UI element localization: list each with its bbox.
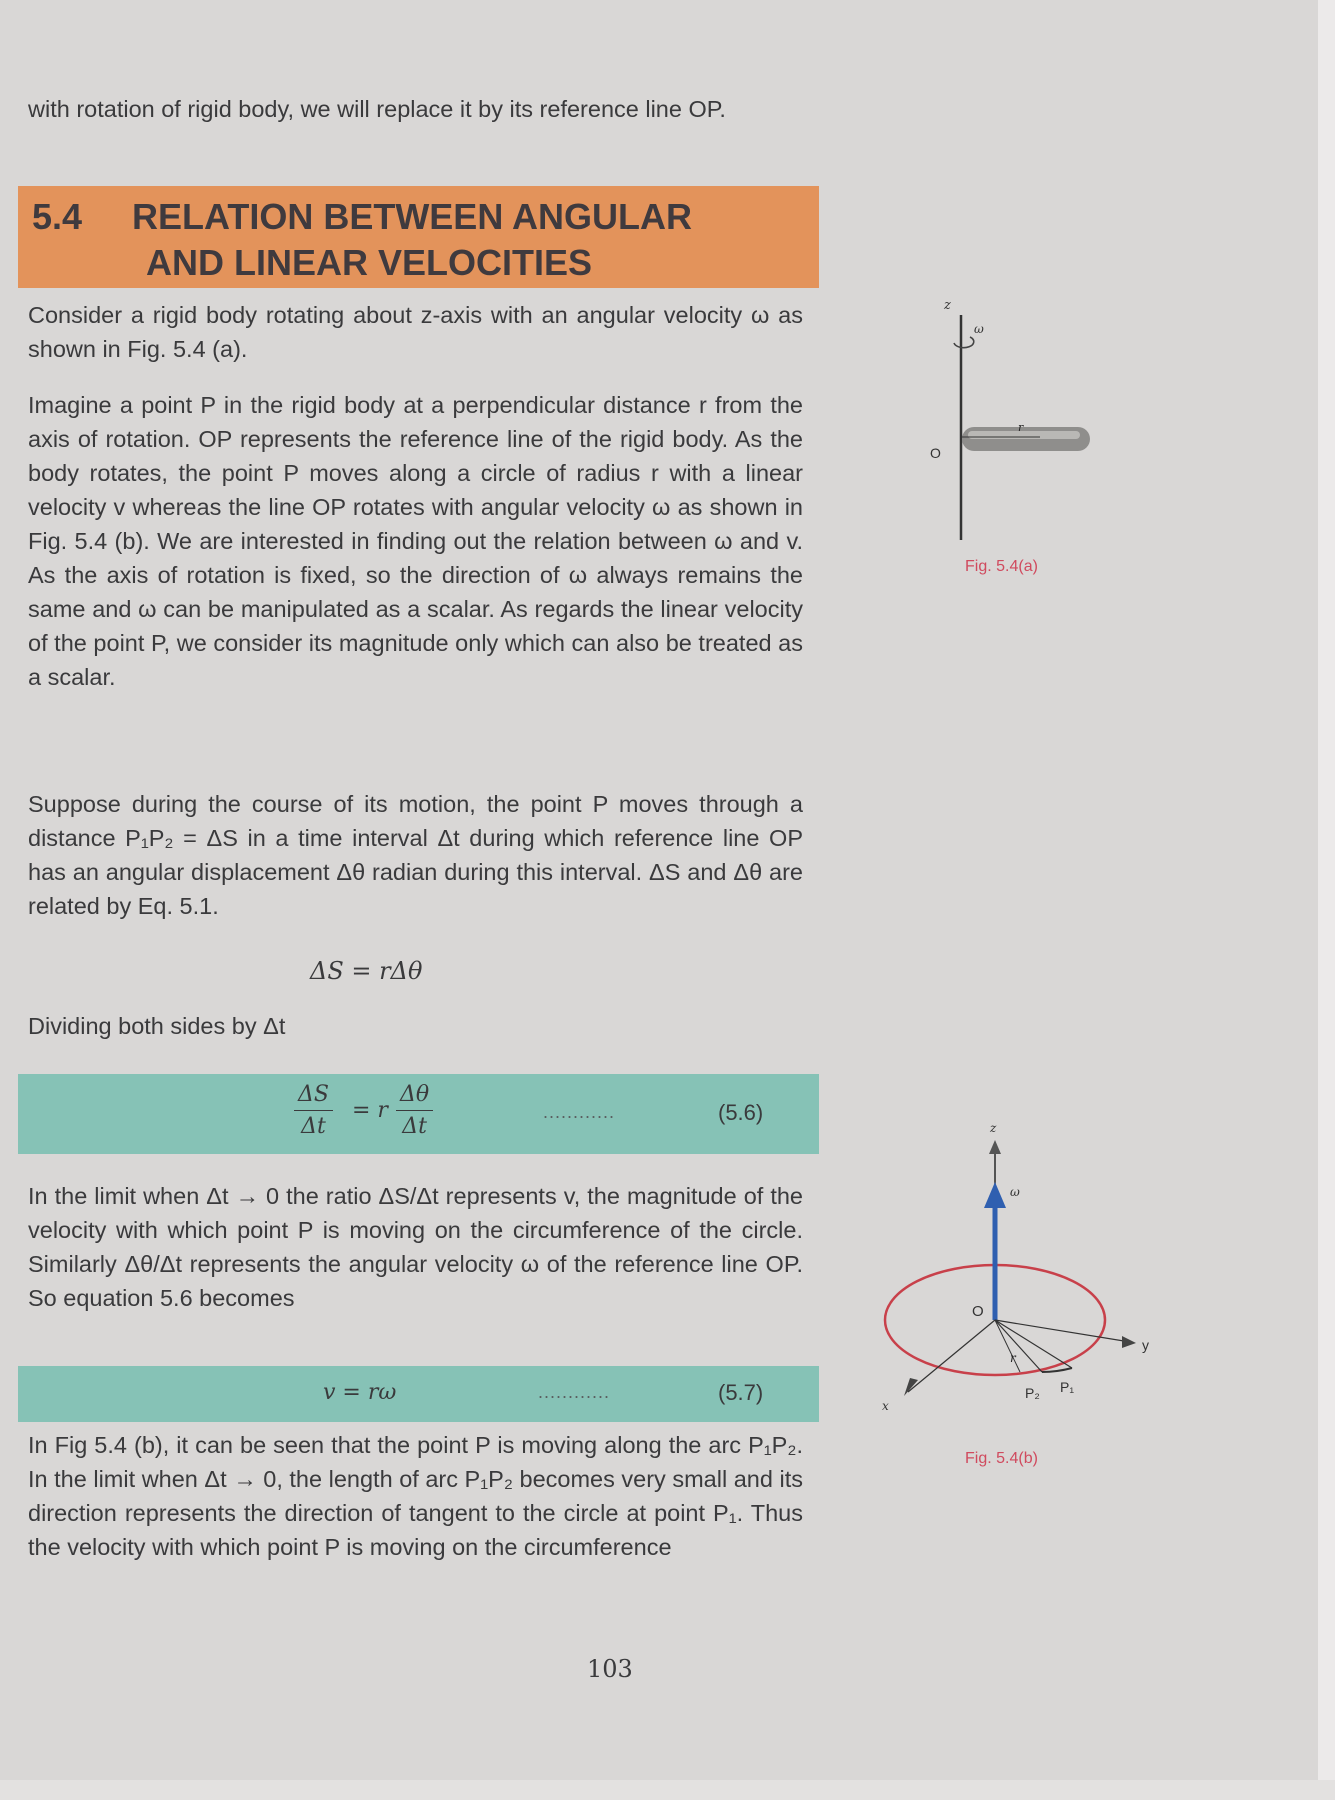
figure-5-4b (860, 1110, 1180, 1430)
paragraph-2-text: Imagine a point P in the rigid body at a perpendicular distance r from the axis of rotation. OP represents the reference line of the rigid body. As the body rotates, the point P moves along a circle of radius r with a linear velocity v whereas the line OP rotates with angular velocity ω as shown in Fig. 5.4 (b). We are interested in finding out the relation between ω and v. As the axis of rotation is fixed, so the direction of ω always remains the same and ω can be manipulated as a scalar. As regards the linear velocity of the point P, we consider its magnitude only which can also be treated as a scalar. (28, 392, 803, 690)
fig-b-z-arrowhead (989, 1140, 1001, 1154)
fig-b-label-r: r (1010, 1351, 1016, 1365)
inline-equation: ΔS = rΔθ (310, 957, 423, 985)
dividing-text: Dividing both sides by Δt (28, 1013, 286, 1039)
paragraph-1-text: Consider a rigid body rotating about z-axis with an angular velocity ω as shown in Fig. 5.4 (a). (28, 302, 803, 362)
equation-5-6-box (18, 1074, 819, 1154)
fig-b-label-z: z (990, 1121, 997, 1135)
fig-b-x-arrowhead (904, 1378, 918, 1396)
fig-a-label-z: z (944, 298, 951, 313)
fig-a-caption: Fig. 5.4(a) (965, 558, 1038, 575)
fig-b-caption: Fig. 5.4(b) (965, 1450, 1038, 1467)
paragraph-1 (28, 298, 803, 366)
eq56-rhs-numerator: Δθ (396, 1082, 433, 1111)
paragraph-2 (28, 388, 803, 694)
equation-5-7-box (18, 1366, 819, 1422)
fig-a-label-o: O (930, 445, 941, 461)
fig-b-x-axis (908, 1320, 995, 1392)
fig-b-label-o: O (972, 1303, 984, 1320)
eq56-lhs-denominator: Δt (301, 1114, 326, 1139)
fig-b-label-x: x (882, 1399, 889, 1413)
eq56-rhs-fraction (396, 1082, 433, 1139)
fig-a-label-r: r (1018, 421, 1024, 434)
fig-a-label-omega: ω (974, 322, 984, 336)
page-number: 103 (587, 1655, 633, 1683)
fig-b-label-p2: P₂ (1025, 1385, 1040, 1401)
eq57-label: (5.7) (718, 1380, 764, 1405)
paragraph-4 (28, 1179, 803, 1315)
eq56-rhs-denominator: Δt (402, 1114, 427, 1139)
fig-a-rotation-arrow (954, 337, 974, 348)
eq56-label: (5.6) (718, 1100, 764, 1125)
paragraph-3-text: Suppose during the course of its motion, the point P moves through a distance P₁P₂ = ΔS in a time interval Δt during which reference line OP has an angular displacement Δθ radian during this interval. ΔS and Δθ are related by Eq. 5.1. (28, 791, 803, 919)
section-number: 5.4 (32, 196, 83, 237)
intro-paragraph (28, 92, 803, 126)
fig-b-y-arrowhead (1122, 1336, 1136, 1348)
page-edge (1318, 0, 1335, 1800)
eq56-middle: = r (352, 1098, 388, 1123)
paragraph-5 (28, 1428, 803, 1564)
paragraph-5-text: In Fig 5.4 (b), it can be seen that the point P is moving along the arc P₁P₂. In the limit when Δt → 0, the length of arc P₁P₂ becomes very small and its direction represents the direction of tangent to the circle at point P₁. Thus the velocity with which point P is moving on the circumference (28, 1432, 803, 1560)
intro-text: with rotation of rigid body, we will replace it by its reference line OP. (28, 96, 726, 122)
fig-b-radius-op2 (995, 1320, 1042, 1372)
eq56-lhs-fraction (294, 1082, 333, 1139)
fig-b-label-p1: P₁ (1060, 1379, 1075, 1395)
fig-b-omega-arrowhead (984, 1182, 1006, 1208)
fig-b-label-y: y (1142, 1337, 1149, 1353)
figure-5-4a (920, 295, 1120, 555)
fig-b-label-omega: ω (1010, 1185, 1020, 1199)
eq56-lhs-numerator: ΔS (294, 1082, 333, 1111)
eq57-main: v = rω (323, 1380, 397, 1405)
paragraph-3 (28, 787, 803, 923)
fig-a-body-highlight (968, 431, 1080, 439)
section-header (18, 186, 819, 288)
page-bottom-edge (0, 1780, 1335, 1800)
section-title-text1: RELATION BETWEEN ANGULAR (132, 196, 692, 237)
paragraph-4-text: In the limit when Δt → 0 the ratio ΔS/Δt represents v, the magnitude of the velocity with which point P is moving on the circumference of the circle. Similarly Δθ/Δt represents the angular velocity ω of the reference line OP. So equation 5.6 becomes (28, 1183, 803, 1311)
section-title-line1 (32, 194, 809, 240)
fig-b-y-axis (995, 1320, 1130, 1342)
section-title-line2: AND LINEAR VELOCITIES (146, 242, 593, 283)
eq57-dots: ............ (538, 1382, 611, 1402)
eq56-dots: ............ (543, 1102, 616, 1122)
